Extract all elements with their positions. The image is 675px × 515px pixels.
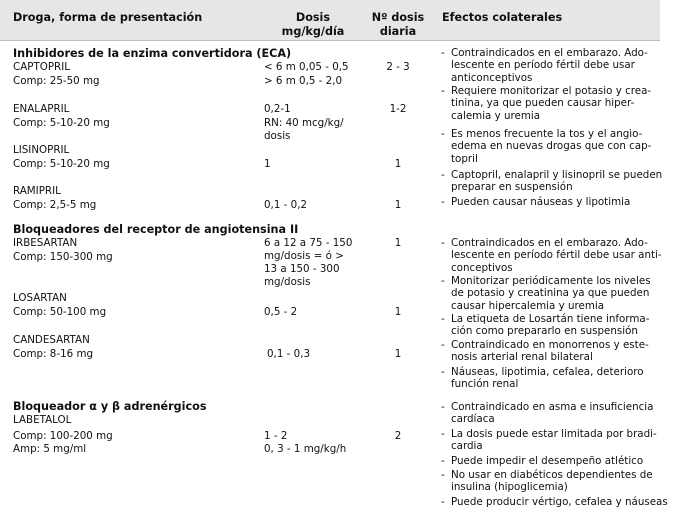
effect-line: calemia y uremia — [451, 110, 541, 122]
dose-irbesartan-1: 6 a 12 a 75 - 150 — [264, 237, 353, 249]
effect-line: La dosis puede estar limitada por bradi- — [451, 428, 657, 440]
effect-line: Puede producir vértigo, cefalea y náuseas — [451, 496, 668, 508]
bullet-dash: - — [441, 128, 445, 140]
drug-comp-lisinopril: Comp: 5-10-20 mg — [13, 158, 110, 170]
header-doses-line2: diaria — [379, 25, 417, 38]
effect-line: Contraindicado en monorrenos y este- — [451, 339, 649, 351]
table-header — [0, 0, 660, 41]
drug-name-losartan: LOSARTAN — [13, 292, 67, 304]
ndoses-losartan: 1 — [394, 306, 402, 318]
effect-line: nosis arterial renal bilateral — [451, 351, 593, 363]
bullet-dash: - — [441, 469, 445, 481]
bullet-dash: - — [441, 455, 445, 467]
header-doses-line1: Nº dosis — [371, 11, 425, 24]
dose-captopril-1: < 6 m 0,05 - 0,5 — [264, 61, 349, 73]
section-title-ara: Bloqueadores del receptor de angiotensina II — [13, 223, 299, 236]
effect-line: Contraindicado en asma e insuficiencia — [451, 401, 654, 413]
effect-line: topril — [451, 153, 478, 165]
effect-line: ción como prepararlo en suspensión — [451, 325, 638, 337]
effect-line: Contraindicados en el embarazo. Ado- — [451, 47, 648, 59]
drug-comp-labetalol: Comp: 100-200 mg — [13, 430, 113, 442]
bullet-dash: - — [441, 339, 445, 351]
effect-line: lescente en período fértil debe usar anti- — [451, 249, 662, 261]
bullet-dash: - — [441, 366, 445, 378]
header-drug: Droga, forma de presentación — [13, 11, 203, 24]
drug-comp-candesartan: Comp: 8-16 mg — [13, 348, 94, 360]
effect-line: La etiqueta de Losartán tiene informa- — [451, 313, 650, 325]
effect-line: Es menos frecuente la tos y el angio- — [451, 128, 643, 140]
drug-name-irbesartan: IRBESARTAN — [13, 237, 78, 249]
dose-candesartan-1: 0,1 - 0,3 — [267, 348, 311, 360]
bullet-dash: - — [441, 275, 445, 287]
bullet-dash: - — [441, 313, 445, 325]
ndoses-enalapril: 1-2 — [389, 103, 407, 115]
ndoses-captopril: 2 - 3 — [386, 61, 410, 73]
header-dose — [258, 11, 368, 39]
effect-line: conceptivos — [451, 262, 513, 274]
drug-amp-labetalol: Amp: 5 mg/ml — [13, 443, 87, 455]
effect-line: Requiere monitorizar el potasio y crea- — [451, 85, 652, 97]
dose-irbesartan-4: mg/dosis — [264, 276, 311, 288]
drug-name-labetalol: LABETALOL — [13, 414, 72, 426]
effect-line: cardia — [451, 440, 483, 452]
bullet-dash: - — [441, 85, 445, 97]
dose-irbesartan-3: 13 a 150 - 300 — [264, 263, 340, 275]
drug-name-captopril: CAPTOPRIL — [13, 61, 70, 73]
bullet-dash: - — [441, 47, 445, 59]
bullet-dash: - — [441, 428, 445, 440]
dose-enalapril-1: 0,2-1 — [264, 103, 291, 115]
section-title-alpha-beta: Bloqueador α y β adrenérgicos — [13, 400, 207, 413]
drug-name-enalapril: ENALAPRIL — [13, 103, 70, 115]
effect-line: insulina (hipoglicemia) — [451, 481, 568, 493]
effect-line: función renal — [451, 378, 519, 390]
dose-labetalol-2: 0, 3 - 1 mg/kg/h — [264, 443, 347, 455]
effect-line: cardíaca — [451, 413, 495, 425]
effect-line: Captopril, enalapril y lisinopril se pueden — [451, 169, 663, 181]
dose-labetalol-1: 1 - 2 — [264, 430, 288, 442]
ndoses-labetalol: 2 — [394, 430, 402, 442]
drug-comp-losartan: Comp: 50-100 mg — [13, 306, 107, 318]
effect-line: Monitorizar periódicamente los niveles — [451, 275, 651, 287]
effect-line: Náuseas, lipotimia, cefalea, deterioro — [451, 366, 644, 378]
ndoses-candesartan: 1 — [394, 348, 402, 360]
bullet-dash: - — [441, 196, 445, 208]
bullet-dash: - — [441, 169, 445, 181]
effect-line: edema en nuevas drogas que con cap- — [451, 140, 652, 152]
header-side-effects: Efectos colaterales — [442, 11, 563, 24]
drug-name-candesartan: CANDESARTAN — [13, 334, 90, 346]
effect-line: Pueden causar náuseas y lipotimia — [451, 196, 631, 208]
effect-line: anticonceptivos — [451, 72, 533, 84]
dose-ramipril-1: 0,1 - 0,2 — [264, 199, 308, 211]
header-doses-per-day — [368, 11, 428, 39]
effect-line: lescente en período fértil debe usar — [451, 59, 635, 71]
bullet-dash: - — [441, 237, 445, 249]
ndoses-irbesartan: 1 — [394, 237, 402, 249]
dose-irbesartan-2: mg/dosis = ó > — [264, 250, 344, 262]
drug-comp-irbesartan: Comp: 150-300 mg — [13, 251, 113, 263]
dose-enalapril-3: dosis — [264, 130, 291, 142]
dose-lisinopril-1: 1 — [264, 158, 271, 170]
drug-comp-captopril: Comp: 25-50 mg — [13, 75, 100, 87]
effect-line: Contraindicados en el embarazo. Ado- — [451, 237, 648, 249]
dose-losartan-1: 0,5 - 2 — [264, 306, 298, 318]
dose-enalapril-2: RN: 40 mcg/kg/ — [264, 117, 344, 129]
ndoses-lisinopril: 1 — [394, 158, 402, 170]
header-dose-line1: Dosis — [295, 11, 331, 24]
ndoses-ramipril: 1 — [394, 199, 402, 211]
drug-name-lisinopril: LISINOPRIL — [13, 144, 70, 156]
header-dose-line2: mg/kg/día — [281, 25, 345, 38]
effect-line: de potasio y creatinina ya que pueden — [451, 287, 650, 299]
dose-captopril-2: > 6 m 0,5 - 2,0 — [264, 75, 343, 87]
drug-comp-ramipril: Comp: 2,5-5 mg — [13, 199, 97, 211]
effect-line: tinina, ya que pueden causar hiper- — [451, 97, 635, 109]
drug-name-ramipril: RAMIPRIL — [13, 185, 61, 197]
effect-line: causar hipercalemia y uremia — [451, 300, 605, 312]
bullet-dash: - — [441, 401, 445, 413]
effect-line: Puede impedir el desempeño atlético — [451, 455, 644, 467]
bullet-dash: - — [441, 496, 445, 508]
drug-comp-enalapril: Comp: 5-10-20 mg — [13, 117, 110, 129]
effect-line: No usar en diabéticos dependientes de — [451, 469, 653, 481]
section-title-eca: Inhibidores de la enzima convertidora (ECA) — [13, 47, 292, 60]
effect-line: preparar en suspensión — [451, 181, 573, 193]
